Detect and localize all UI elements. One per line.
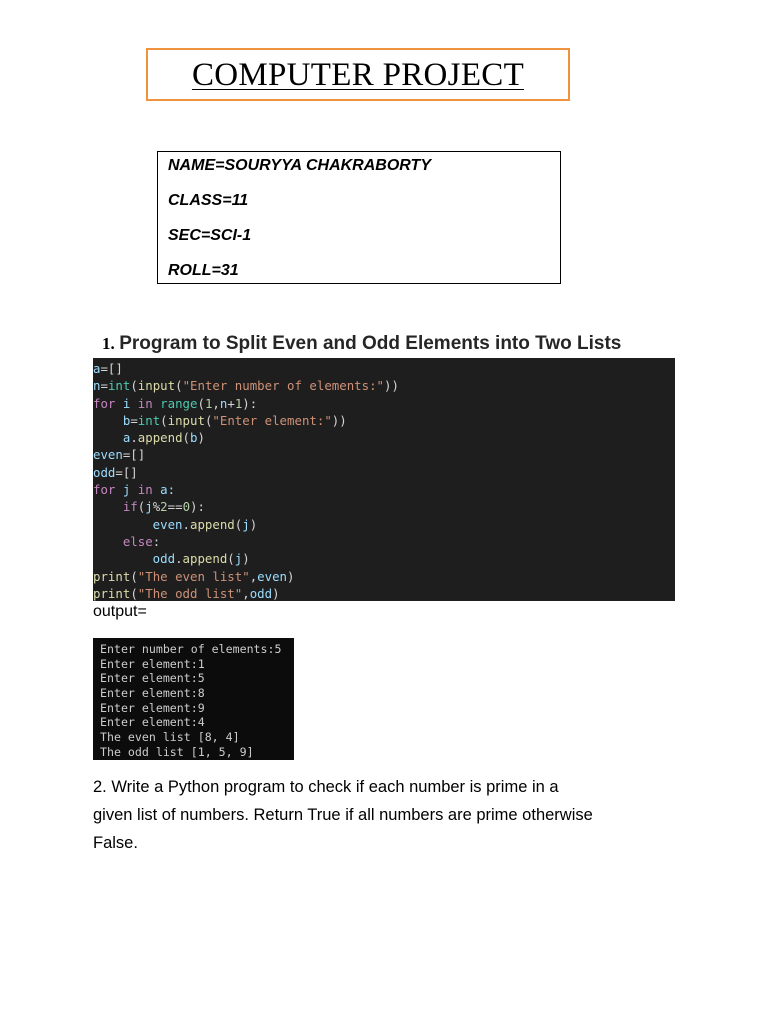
- code-token: j: [234, 551, 243, 567]
- code-token: %: [152, 499, 161, 515]
- code-line: [93, 412, 675, 429]
- code-token: odd: [249, 585, 273, 601]
- student-class: CLASS=11: [168, 192, 249, 209]
- code-token: j: [115, 482, 138, 498]
- code-token: +: [227, 395, 235, 411]
- code-token: int: [107, 378, 131, 394]
- code-token: in: [137, 482, 153, 498]
- code-token: ): [242, 551, 250, 567]
- question-2-line: False.: [93, 834, 138, 852]
- code-token: if: [93, 499, 138, 515]
- terminal-line: The odd list [1, 5, 9]: [100, 744, 254, 759]
- terminal-output: [93, 638, 294, 760]
- code-token: (: [130, 378, 138, 394]
- code-token: =[]: [122, 447, 146, 463]
- code-token: j: [145, 499, 153, 515]
- terminal-line: Enter element:1: [100, 656, 205, 671]
- terminal-line: Enter element:5: [100, 671, 205, 686]
- question-1-heading: [102, 333, 621, 355]
- terminal-line: Enter number of elements:5: [100, 642, 282, 656]
- code-line: [93, 395, 675, 412]
- code-token: (: [234, 516, 243, 532]
- code-token: .: [130, 430, 138, 446]
- code-token: ,: [249, 568, 258, 584]
- code-token: ==: [167, 499, 183, 515]
- output-label: output=: [93, 603, 147, 620]
- code-token: ): [197, 430, 205, 446]
- code-token: ): [287, 568, 295, 584]
- code-token: append: [182, 551, 228, 567]
- code-token: input: [167, 412, 205, 428]
- terminal-line: Enter element:4: [100, 715, 205, 730]
- code-token: =[]: [115, 464, 138, 480]
- code-line: [93, 360, 675, 377]
- code-token: ): [272, 585, 280, 601]
- code-line: [93, 533, 675, 550]
- code-token: print: [93, 585, 131, 601]
- code-token: a: [93, 430, 131, 446]
- code-line: [93, 568, 675, 585]
- code-token: (: [197, 395, 205, 411]
- code-token: print: [93, 568, 131, 584]
- code-token: append: [137, 430, 183, 446]
- code-line: [93, 429, 675, 446]
- question-1-number: 1.: [102, 334, 115, 353]
- terminal-line: The even list [8, 4]: [100, 730, 240, 745]
- code-line: [93, 516, 675, 533]
- code-token: =: [130, 412, 138, 428]
- code-token: "Enter element:": [212, 412, 332, 428]
- code-token: range: [160, 395, 198, 411]
- code-line: [93, 464, 675, 481]
- code-token: (: [182, 430, 191, 446]
- code-line: [93, 585, 675, 602]
- code-token: 0: [182, 499, 191, 515]
- question-2-line: 2. Write a Python program to check if each number is prime in a: [93, 778, 559, 796]
- code-token: else: [93, 533, 153, 549]
- code-token: in: [137, 395, 153, 411]
- code-token: (: [137, 499, 146, 515]
- code-token: =[]: [100, 361, 123, 376]
- code-token: .: [182, 516, 190, 532]
- code-token: =: [100, 378, 108, 394]
- code-token: j: [242, 516, 250, 532]
- code-token: int: [137, 412, 161, 428]
- code-token: (: [130, 568, 138, 584]
- code-token: 2: [160, 499, 168, 515]
- code-token: even: [93, 516, 183, 532]
- question-1-title: Program to Split Even and Odd Elements into Two Lists: [119, 333, 622, 354]
- code-token: a: [93, 361, 101, 376]
- code-token: 1: [204, 395, 213, 411]
- code-token: odd: [93, 464, 116, 480]
- code-line: [93, 446, 675, 463]
- code-token: a:: [152, 482, 176, 498]
- student-roll: ROLL=31: [168, 262, 239, 279]
- student-section: SEC=SCI-1: [168, 227, 252, 244]
- student-name: NAME=SOURYYA CHAKRABORTY: [168, 157, 431, 174]
- question-2-text: [93, 773, 693, 857]
- code-token: n: [219, 395, 228, 411]
- code-token: (: [130, 585, 138, 601]
- code-token: n: [93, 378, 101, 394]
- code-token: "The odd list": [137, 585, 243, 601]
- code-token: even: [257, 568, 287, 584]
- title-box: [146, 48, 570, 101]
- code-line: [93, 377, 675, 394]
- code-token: "The even list": [137, 568, 250, 584]
- code-token: :: [152, 533, 161, 549]
- code-token: b: [190, 430, 198, 446]
- code-token: b: [93, 412, 131, 428]
- terminal-line: Enter element:8: [100, 686, 205, 701]
- code-token: even: [93, 447, 123, 463]
- code-token: ,: [212, 395, 220, 411]
- code-token: ):: [242, 395, 258, 411]
- code-token: (: [175, 378, 183, 394]
- code-token: )): [331, 412, 347, 428]
- code-token: odd: [93, 551, 176, 567]
- student-info-box: [157, 151, 561, 284]
- code-token: (: [204, 412, 213, 428]
- question-2-line: given list of numbers. Return True if all numbers are prime otherwise: [93, 806, 593, 824]
- code-line: [93, 498, 675, 515]
- code-token: (: [227, 551, 235, 567]
- code-token: 1: [234, 395, 243, 411]
- code-block: [93, 358, 675, 601]
- code-token: for: [93, 482, 116, 498]
- code-token: ,: [242, 585, 250, 601]
- code-token: )): [384, 378, 399, 394]
- code-token: ):: [190, 499, 205, 515]
- code-token: (: [160, 412, 168, 428]
- page-title: COMPUTER PROJECT: [191, 57, 525, 93]
- code-token: .: [175, 551, 183, 567]
- terminal-line: Enter element:9: [100, 700, 205, 715]
- code-line: [93, 481, 675, 498]
- code-token: input: [137, 378, 176, 394]
- code-token: "Enter number of elements:": [182, 378, 384, 394]
- code-token: ): [249, 516, 258, 532]
- code-line: [93, 550, 675, 567]
- code-token: i: [115, 395, 138, 411]
- code-token: for: [93, 395, 116, 411]
- code-token: append: [190, 516, 235, 532]
